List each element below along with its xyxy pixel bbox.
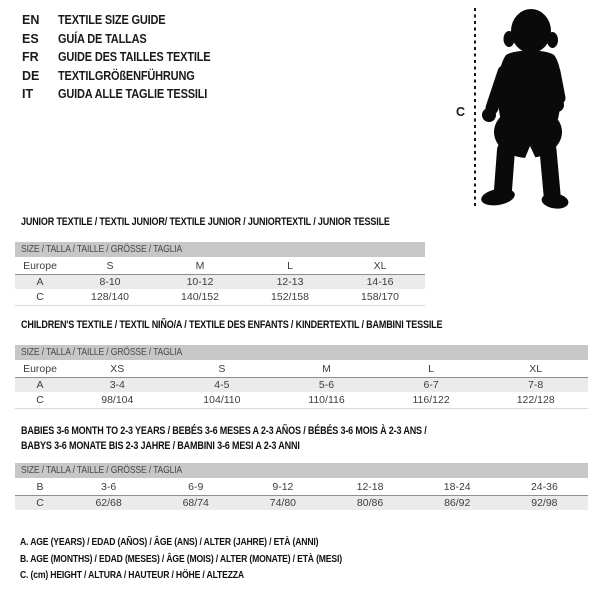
row-label: A [15,378,65,393]
size-cell: 122/128 [483,392,588,409]
size-table [15,360,588,409]
size-cell: 12-18 [326,478,413,496]
language-guide-title: TEXTILGRÖßENFÜHRUNG [58,68,195,83]
table-row [15,360,588,378]
size-cell: 140/152 [155,289,245,306]
size-cell: 98/104 [65,392,170,409]
row-label: B [15,478,65,496]
row-label: C [15,289,65,306]
table-row [15,275,425,290]
size-cell: 6-9 [152,478,239,496]
language-guide-title: GUIDA ALLE TAGLIE TESSILI [58,87,208,101]
footnote-line: B. AGE (MONTHS) / EDAD (MESES) / ÂGE (MOIS) / ALTER (MONATE) / ETÀ (MESI) [20,552,342,565]
row-label: C [15,392,65,409]
size-header-text: SIZE / TALLA / TAILLE / GRÖSSE / TAGLIA [21,346,183,358]
table-row [15,392,588,409]
size-cell: 116/122 [379,392,484,409]
size-cell: 110/116 [274,392,379,409]
size-cell: L [379,360,484,378]
size-cell: 3-6 [65,478,152,496]
size-cell: L [245,257,335,275]
footnote-line: C. (cm) HEIGHT / ALTURA / HAUTEUR / HÖHE / ALTEZZA [20,569,244,581]
table-title-line: CHILDREN'S TEXTILE / TEXTIL NIÑO/A / TEXTILE DES ENFANTS / KINDERTEXTIL / BAMBINI TESSILE [21,319,443,331]
row-label: A [15,275,65,290]
language-code: FR [22,50,39,64]
table-title-line: BABYS 3-6 MONATE BIS 2-3 JAHRE / BAMBINI 3-6 MESI A 2-3 ANNI [21,440,300,452]
size-table [15,257,425,306]
size-cell: XS [65,360,170,378]
size-cell: M [155,257,245,275]
baby-figure [440,0,600,215]
size-cell: 86/92 [414,496,501,511]
language-code: DE [22,68,40,83]
language-guide-title: GUÍA DE TALLAS [58,31,147,46]
language-code: IT [22,87,34,101]
size-cell: 8-10 [65,275,155,290]
size-table [15,478,588,510]
table-row [15,496,588,511]
table-title-line: JUNIOR TEXTILE / TEXTIL JUNIOR/ TEXTILE JUNIOR / JUNIORTEXTIL / JUNIOR TESSILE [21,216,390,228]
size-cell: 158/170 [335,289,425,306]
size-table-block [15,318,588,409]
size-cell: M [274,360,379,378]
size-cell: XL [483,360,588,378]
size-cell: XL [335,257,425,275]
table-title [21,215,425,230]
height-measure-label: C [456,105,466,119]
size-cell: 128/140 [65,289,155,306]
size-cell: 12-13 [245,275,335,290]
size-cell: 6-7 [379,378,484,393]
size-header-bar [15,242,425,257]
footnote-line: A. AGE (YEARS) / EDAD (AÑOS) / ÂGE (ANS) / ALTER (JAHRE) / ETÀ (ANNI) [20,536,319,548]
row-label: Europe [15,360,65,378]
size-cell: S [170,360,275,378]
size-cell: 5-6 [274,378,379,393]
size-cell: 62/68 [65,496,152,511]
size-cell: 14-16 [335,275,425,290]
size-header-text: SIZE / TALLA / TAILLE / GRÖSSE / TAGLIA [21,464,183,476]
size-cell: 68/74 [152,496,239,511]
size-cell: 24-36 [501,478,588,496]
size-header-text: SIZE / TALLA / TAILLE / GRÖSSE / TAGLIA [21,243,183,255]
table-row [15,289,425,306]
size-cell: 92/98 [501,496,588,511]
language-row [22,85,231,104]
table-title-line: BABIES 3-6 MONTH TO 2-3 YEARS / BEBÉS 3-6 MESES A 2-3 AÑOS / BÉBÉS 3-6 MOIS À 2-3 ANS / [21,425,427,437]
size-header-bar [15,463,588,478]
size-cell: 152/158 [245,289,335,306]
baby-silhouette-icon [480,9,570,210]
size-header-bar [15,345,588,360]
language-code: ES [22,31,39,46]
size-cell: 74/80 [239,496,326,511]
table-title [21,318,588,333]
table-title [21,424,588,454]
size-cell: 18-24 [414,478,501,496]
size-cell: 104/110 [170,392,275,409]
language-guide-title: TEXTILE SIZE GUIDE [58,13,166,27]
row-label: C [15,496,65,511]
table-row [15,478,588,496]
size-cell: S [65,257,155,275]
language-row [22,67,231,86]
language-code: EN [22,13,40,27]
footnotes [20,534,413,584]
size-cell: 80/86 [326,496,413,511]
language-header [22,11,231,104]
language-row [22,30,231,49]
size-table-block [15,215,425,306]
table-row [15,378,588,393]
language-guide-title: GUIDE DES TAILLES TEXTILE [58,50,211,64]
table-row [15,257,425,275]
size-cell: 7-8 [483,378,588,393]
size-cell: 10-12 [155,275,245,290]
size-cell: 3-4 [65,378,170,393]
row-label: Europe [15,257,65,275]
size-cell: 4-5 [170,378,275,393]
language-row [22,48,231,67]
size-table-block [15,424,588,510]
size-cell: 9-12 [239,478,326,496]
language-row [22,11,231,30]
